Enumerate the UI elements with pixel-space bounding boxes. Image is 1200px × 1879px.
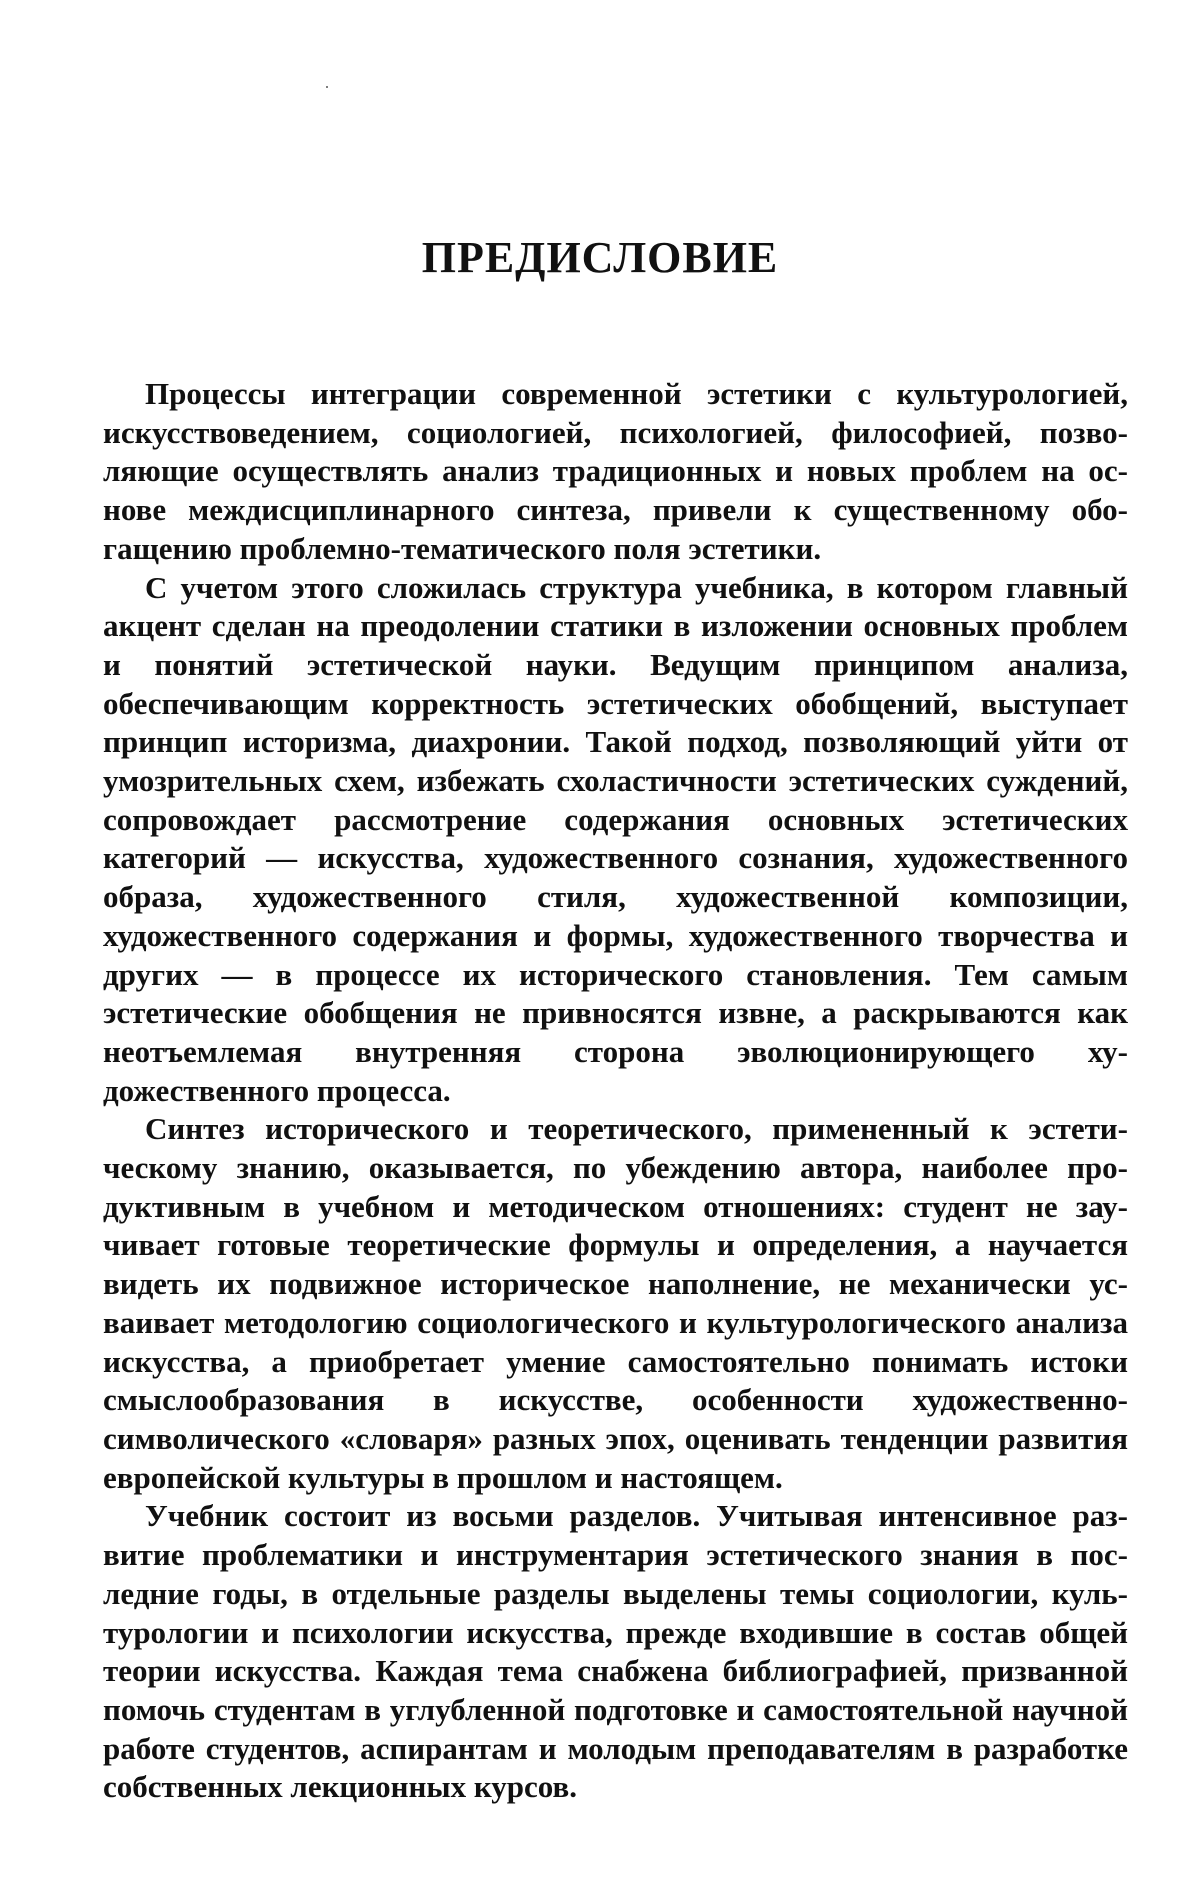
paragraph-3: Синтез исторического и теоретического, примененный к эстетическому знанию, оказывается, по убеждению автора, наиболее продуктивным в учебном и методическом отношениях: студент не заучивает готовые теоретические формулы и определения, а научается видеть их подвижное историческое наполнение, не механически усваивает методологию социологического и культурологического анализа искусства, а приобретает умение самостоятельно понимать истоки смыслообразования в искусстве, особенности художественно-символического «словаря» разных эпох, оценивать тенденции развития европейской культуры в прошлом и настоящем. (103, 1111, 1128, 1495)
paragraph-1: Процессы интеграции современной эстетики с культурологией, искусствоведением, социологией, психологией, философией, позволяющие осуществлять анализ традиционных и новых проблем на основе междисциплинарного синтеза, привели к существенному обогащению проблемно-тематического поля эстетики. (103, 376, 1128, 566)
print-speck (326, 86, 328, 88)
page-title: ПРЕДИСЛОВИЕ (421, 233, 779, 282)
paragraph-2: С учетом этого сложилась структура учебника, в котором главный акцент сделан на преодолении статики в изложении основных проблем и понятий эстетической науки. Ведущим принципом анализа, обеспечивающим корректность эстетических обобщений, выступает принцип историзма, диахронии. Такой подход, позволяющий уйти от умозрительных схем, избежать схоластичности эстетических суждений, сопровождает рассмотрение содержания основных эстетических категорий — искусства, художественного сознания, художественного образа, художественного стиля, художественной композиции, художественного содержания и формы, художественного творчества и других — в процессе их исторического становления. Тем самым эстетические обобщения не привносятся извне, а раскрываются как неотъемлемая внутренняя сторона эволюционирующего художественного процесса. (103, 569, 1128, 1108)
paragraph-4: Учебник состоит из восьми разделов. Учитывая интенсивное развитие проблематики и инструментария эстетического знания в последние годы, в отдельные разделы выделены темы социологии, культурологии и психологии искусства, прежде входившие в состав общей теории искусства. Каждая тема снабжена библиографией, призванной помочь студентам в углубленной подготовке и самостоятельной научной работе студентов, аспирантам и молодым преподавателям в разработке собственных лекционных курсов. (103, 1498, 1128, 1805)
body-text (103, 375, 1128, 1807)
